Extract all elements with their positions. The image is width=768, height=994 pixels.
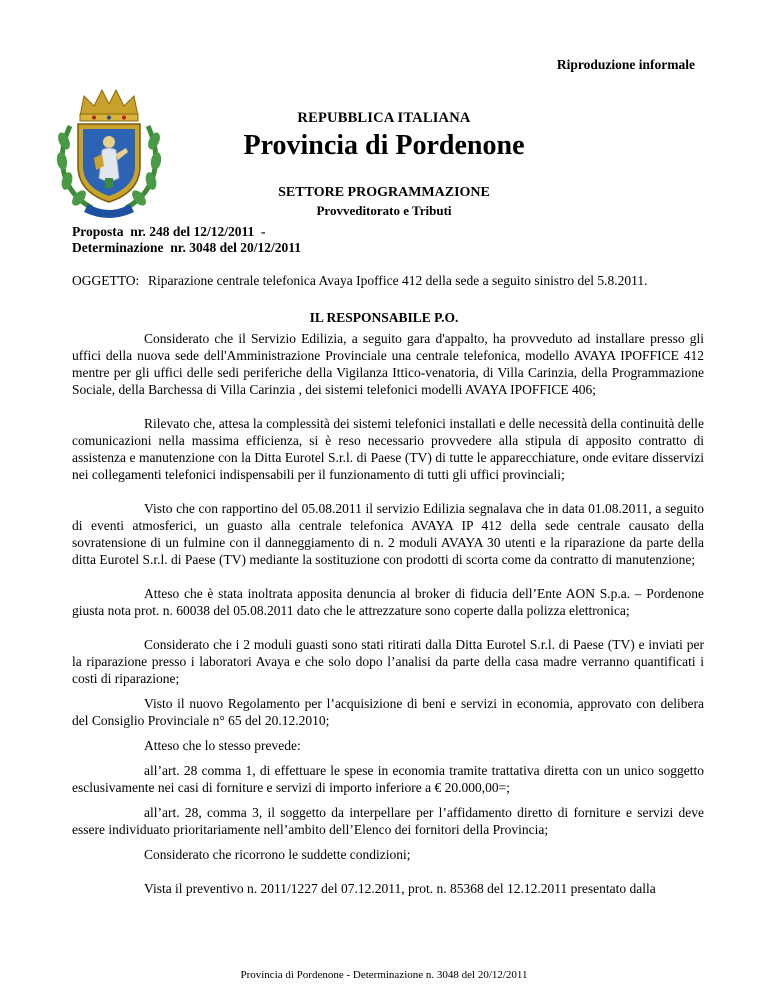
determination-reference: Determinazione nr. 3048 del 20/12/2011 [72, 240, 301, 255]
document-body [72, 330, 704, 897]
proposal-reference: Proposta nr. 248 del 12/12/2011 - [72, 224, 266, 239]
body-paragraph: all’art. 28 comma 1, di effettuare le spese in economia tramite trattativa diretta con un unico soggetto esclusivamente nei casi di forniture e servizi di importo inferiore a € 20.000,00=; [72, 763, 704, 795]
province-title: Provincia di Pordenone [243, 130, 525, 161]
body-paragraph: all’art. 28, comma 3, il soggetto da interpellare per l’affidamento diretto di forniture e servizi deve essere individuato prioritariamente nell’ambito dell’Elenco dei fornitori della Provincia; [72, 805, 704, 837]
section-heading: IL RESPONSABILE P.O. [309, 310, 459, 325]
informal-reproduction-note: Riproduzione informale [556, 57, 695, 72]
subject-label: OGGETTO: [72, 273, 140, 288]
body-paragraph: Atteso che è stata inoltrata apposita denuncia al broker di fiducia dell’Ente AON S.p.a. – Pordenone giusta nota prot. n. 60038 del 05.08.2011 dato che le attrezzature sono coperte dalla polizza elettronica; [72, 586, 704, 618]
document-references [72, 224, 301, 256]
body-paragraph: Visto il nuovo Regolamento per l’acquisizione di beni e servizi in economia, approvato con delibera del Consiglio Provinciale n° 65 del 20.12.2010; [72, 696, 704, 728]
body-paragraph: Visto che con rapportino del 05.08.2011 il servizio Edilizia segnalava che in data 01.08.2011, a seguito di eventi atmosferici, un guasto alla centrale telefonica AVAYA IP 412 della sede centrale causato della sovratensione di un fulmine con il danneggiamento di n. 2 moduli AVAYA 30 utenti e la riparazione da parte della ditta Eurotel S.r.l. di Paese (TV) mediante la sostituzione con prodotti di scorta come da contratto di manutenzione; [72, 501, 704, 567]
body-paragraph: Considerato che i 2 moduli guasti sono stati ritirati dalla Ditta Eurotel S.r.l. di Paese (TV) e inviati per la riparazione presso i laboratori Avaya e che solo dopo l’analisi da parte della casa madre verranno quantificati i costi di riparazione; [72, 637, 704, 686]
body-paragraph: Considerato che ricorrono le suddette condizioni; [144, 847, 411, 862]
body-paragraph: Rilevato che, attesa la complessità dei sistemi telefonici installati e delle necessità della continuità delle comunicazioni nella massima efficienza, si è reso necessario provvedere alla stipula di apposito contratto di assistenza e manutenzione con la Ditta Eurotel S.r.l. di Paese (TV) di tutte le apparecchiature, onde evitare disservizi nei collegamenti telefonici indispensabili per il funzionamento di tutti gli uffici provinciali; [72, 416, 704, 482]
subject-block [72, 272, 704, 289]
office-subheading: Provveditorato e Tributi [316, 203, 452, 218]
body-paragraph: Vista il preventivo n. 2011/1227 del 07.12.2011, prot. n. 85368 del 12.12.2011 presentato dalla [144, 881, 656, 896]
page-footer: Provincia di Pordenone - Determinazione n. 3048 del 20/12/2011 [240, 969, 528, 981]
subject-text: Riparazione centrale telefonica Avaya Ipoffice 412 della sede a seguito sinistro del 5.8.2011. [148, 273, 648, 288]
sector-heading: SETTORE PROGRAMMAZIONE [278, 185, 490, 200]
body-paragraph: Considerato che il Servizio Edilizia, a seguito gara d'appalto, ha provveduto ad installare presso gli uffici della nuova sede dell'Amministrazione Provinciale una centrale telefonica, modello AVAYA IPOFFICE 412 mentre per gli uffici delle sedi periferiche della Vigilanza Ittico-venatoria, di Villa Carinzia, della Programmazione Sociale, della Barchessa di Villa Carinzia , dei sistemi telefonici modelli AVAYA IPOFFICE 406; [72, 331, 704, 397]
body-paragraph: Atteso che lo stesso prevede: [144, 738, 301, 753]
republic-heading: REPUBBLICA ITALIANA [297, 110, 471, 126]
